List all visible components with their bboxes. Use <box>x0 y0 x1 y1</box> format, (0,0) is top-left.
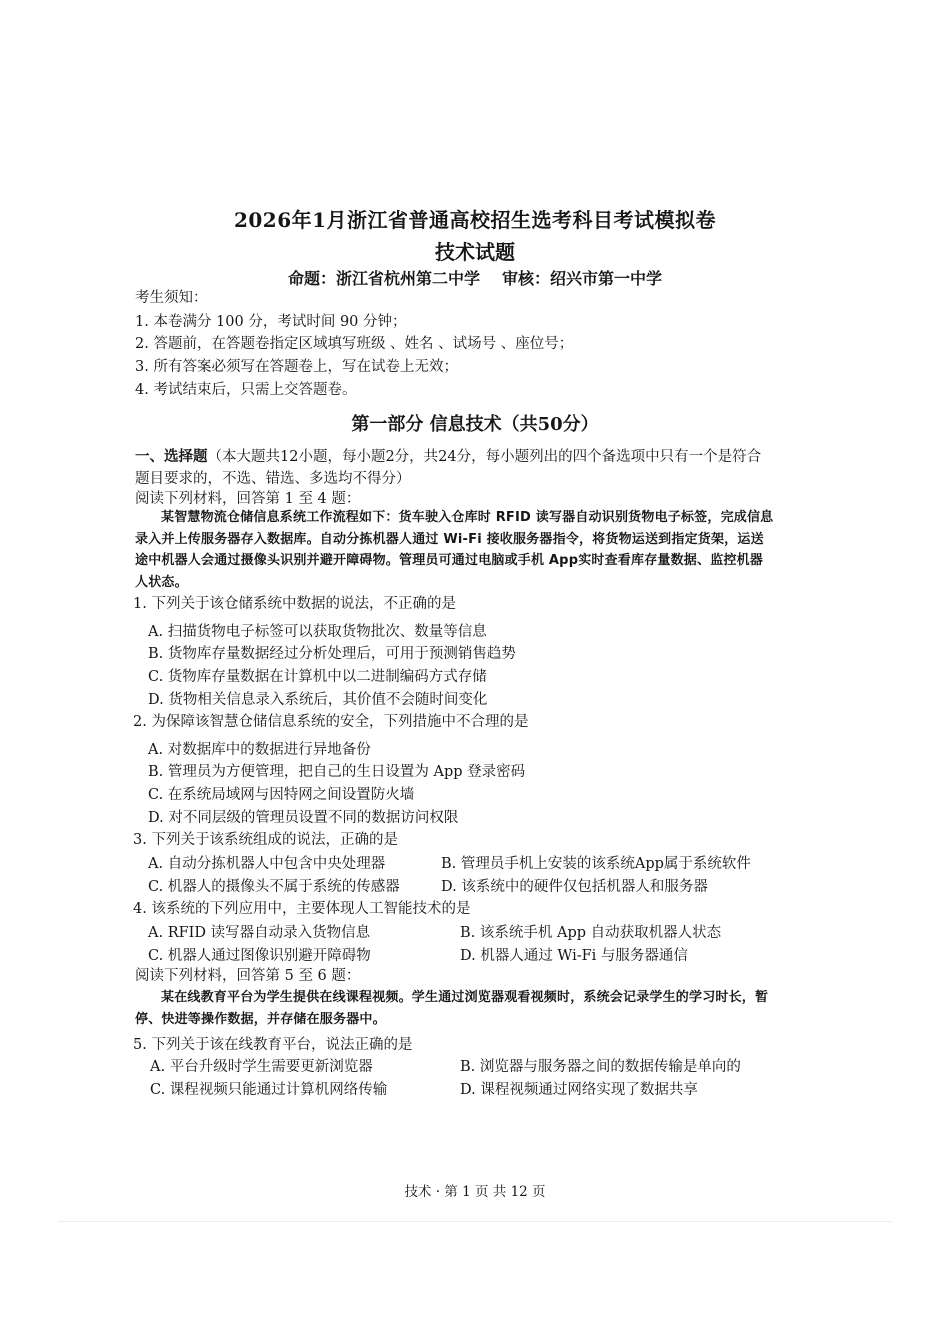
material-body: 某在线教育平台为学生提供在线课程视频。学生通过浏览器观看视频时，系统会记录学生的学习时长，暂停、快进等操作数据，并存储在服务器中。 <box>135 990 769 1027</box>
option: B. 管理员手机上安装的该系统App属于系统软件 <box>441 856 751 872</box>
question-stem: 2. 为保障该智慧仓储信息系统的安全，下列措施中不合理的是 <box>133 714 529 730</box>
section-label: 一、选择题 <box>135 448 208 465</box>
option: B. 该系统手机 App 自动获取机器人状态 <box>460 925 722 941</box>
notice-item: 2. 答题前，在答题卷指定区域填写班级 、姓名 、试场号 、座位号； <box>135 336 574 352</box>
section-description: （本大题共12小题，每小题2分，共24分，每小题列出的四个备选项中只有一个是符合题目要求的，不选、错选、多选均不得分） <box>135 449 762 487</box>
reviewer-credit: 审核：绍兴市第一中学 <box>502 269 663 288</box>
author-credit: 命题：浙江省杭州第二中学 <box>287 269 480 288</box>
option: B. 浏览器与服务器之间的数据传输是单向的 <box>460 1059 741 1075</box>
option: B. 管理员为方便管理，把自己的生日设置为 App 登录密码 <box>148 764 526 780</box>
notice-item: 1. 本卷满分 100 分，考试时间 90 分钟； <box>135 314 407 330</box>
option: A. 自动分拣机器人中包含中央处理器 <box>148 856 386 872</box>
option: A. 平台升级时学生需要更新浏览器 <box>150 1059 373 1075</box>
page-footer: 技术 · 第 1 页 共 12 页 <box>404 1184 546 1200</box>
exam-authors <box>0 266 950 289</box>
notice-heading: 考生须知： <box>135 290 208 306</box>
section-instructions <box>135 446 775 490</box>
option: C. 货物库存量数据在计算机中以二进制编码方式存储 <box>148 669 487 685</box>
question-stem: 4. 该系统的下列应用中，主要体现人工智能技术的是 <box>133 901 471 917</box>
option: D. 该系统中的硬件仅包括机器人和服务器 <box>441 879 708 895</box>
question-stem: 1. 下列关于该仓储系统中数据的说法，不正确的是 <box>133 596 456 612</box>
option: D. 货物相关信息录入系统后，其价值不会随时间变化 <box>148 692 488 708</box>
material-body: 某智慧物流仓储信息系统工作流程如下：货车驶入仓库时 RFID 读写器自动识别货物电子标签，完成信息录入并上传服务器存入数据库。自动分拣机器人通过 Wi-Fi 接收服务器指令，将货物运送到指定货架，运送途中机器人会通过摄像头识别并避开障碍物。管理员可通过电脑或手机 App实时查看库存量数据、监控机器人状态。 <box>135 510 774 590</box>
exam-main-title: 2026年1月浙江省普通高校招生选考科目考试模拟卷 <box>233 208 717 232</box>
exam-sub-title: 技术试题 <box>435 240 515 264</box>
option: A. 扫描货物电子标签可以获取货物批次、数量等信息 <box>148 624 487 640</box>
option: B. 货物库存量数据经过分析处理后，可用于预测销售趋势 <box>148 646 516 662</box>
option: D. 对不同层级的管理员设置不同的数据访问权限 <box>148 810 459 826</box>
question-stem: 3. 下列关于该系统组成的说法，正确的是 <box>133 832 398 848</box>
material-text <box>135 987 775 1030</box>
notice-item: 3. 所有答案必须写在答题卷上，写在试卷上无效； <box>135 359 458 375</box>
material-prompt: 阅读下列材料，回答第 5 至 6 题： <box>135 968 361 984</box>
option: C. 课程视频只能通过计算机网络传输 <box>150 1082 388 1098</box>
option: D. 课程视频通过网络实现了数据共享 <box>460 1082 698 1098</box>
option: C. 在系统局域网与因特网之间设置防火墙 <box>148 787 415 803</box>
part-title: 第一部分 信息技术（共50分） <box>351 414 599 435</box>
page-border <box>58 1221 892 1222</box>
question-stem: 5. 下列关于该在线教育平台，说法正确的是 <box>133 1037 413 1053</box>
material-prompt: 阅读下列材料，回答第 1 至 4 题： <box>135 491 361 507</box>
option: C. 机器人通过图像识别避开障碍物 <box>148 948 371 964</box>
option: C. 机器人的摄像头不属于系统的传感器 <box>148 879 400 895</box>
option: A. RFID 读写器自动录入货物信息 <box>148 925 371 941</box>
option: A. 对数据库中的数据进行异地备份 <box>148 742 371 758</box>
material-text <box>135 507 775 593</box>
notice-item: 4. 考试结束后，只需上交答题卷。 <box>135 382 357 398</box>
option: D. 机器人通过 Wi-Fi 与服务器通信 <box>460 948 688 964</box>
